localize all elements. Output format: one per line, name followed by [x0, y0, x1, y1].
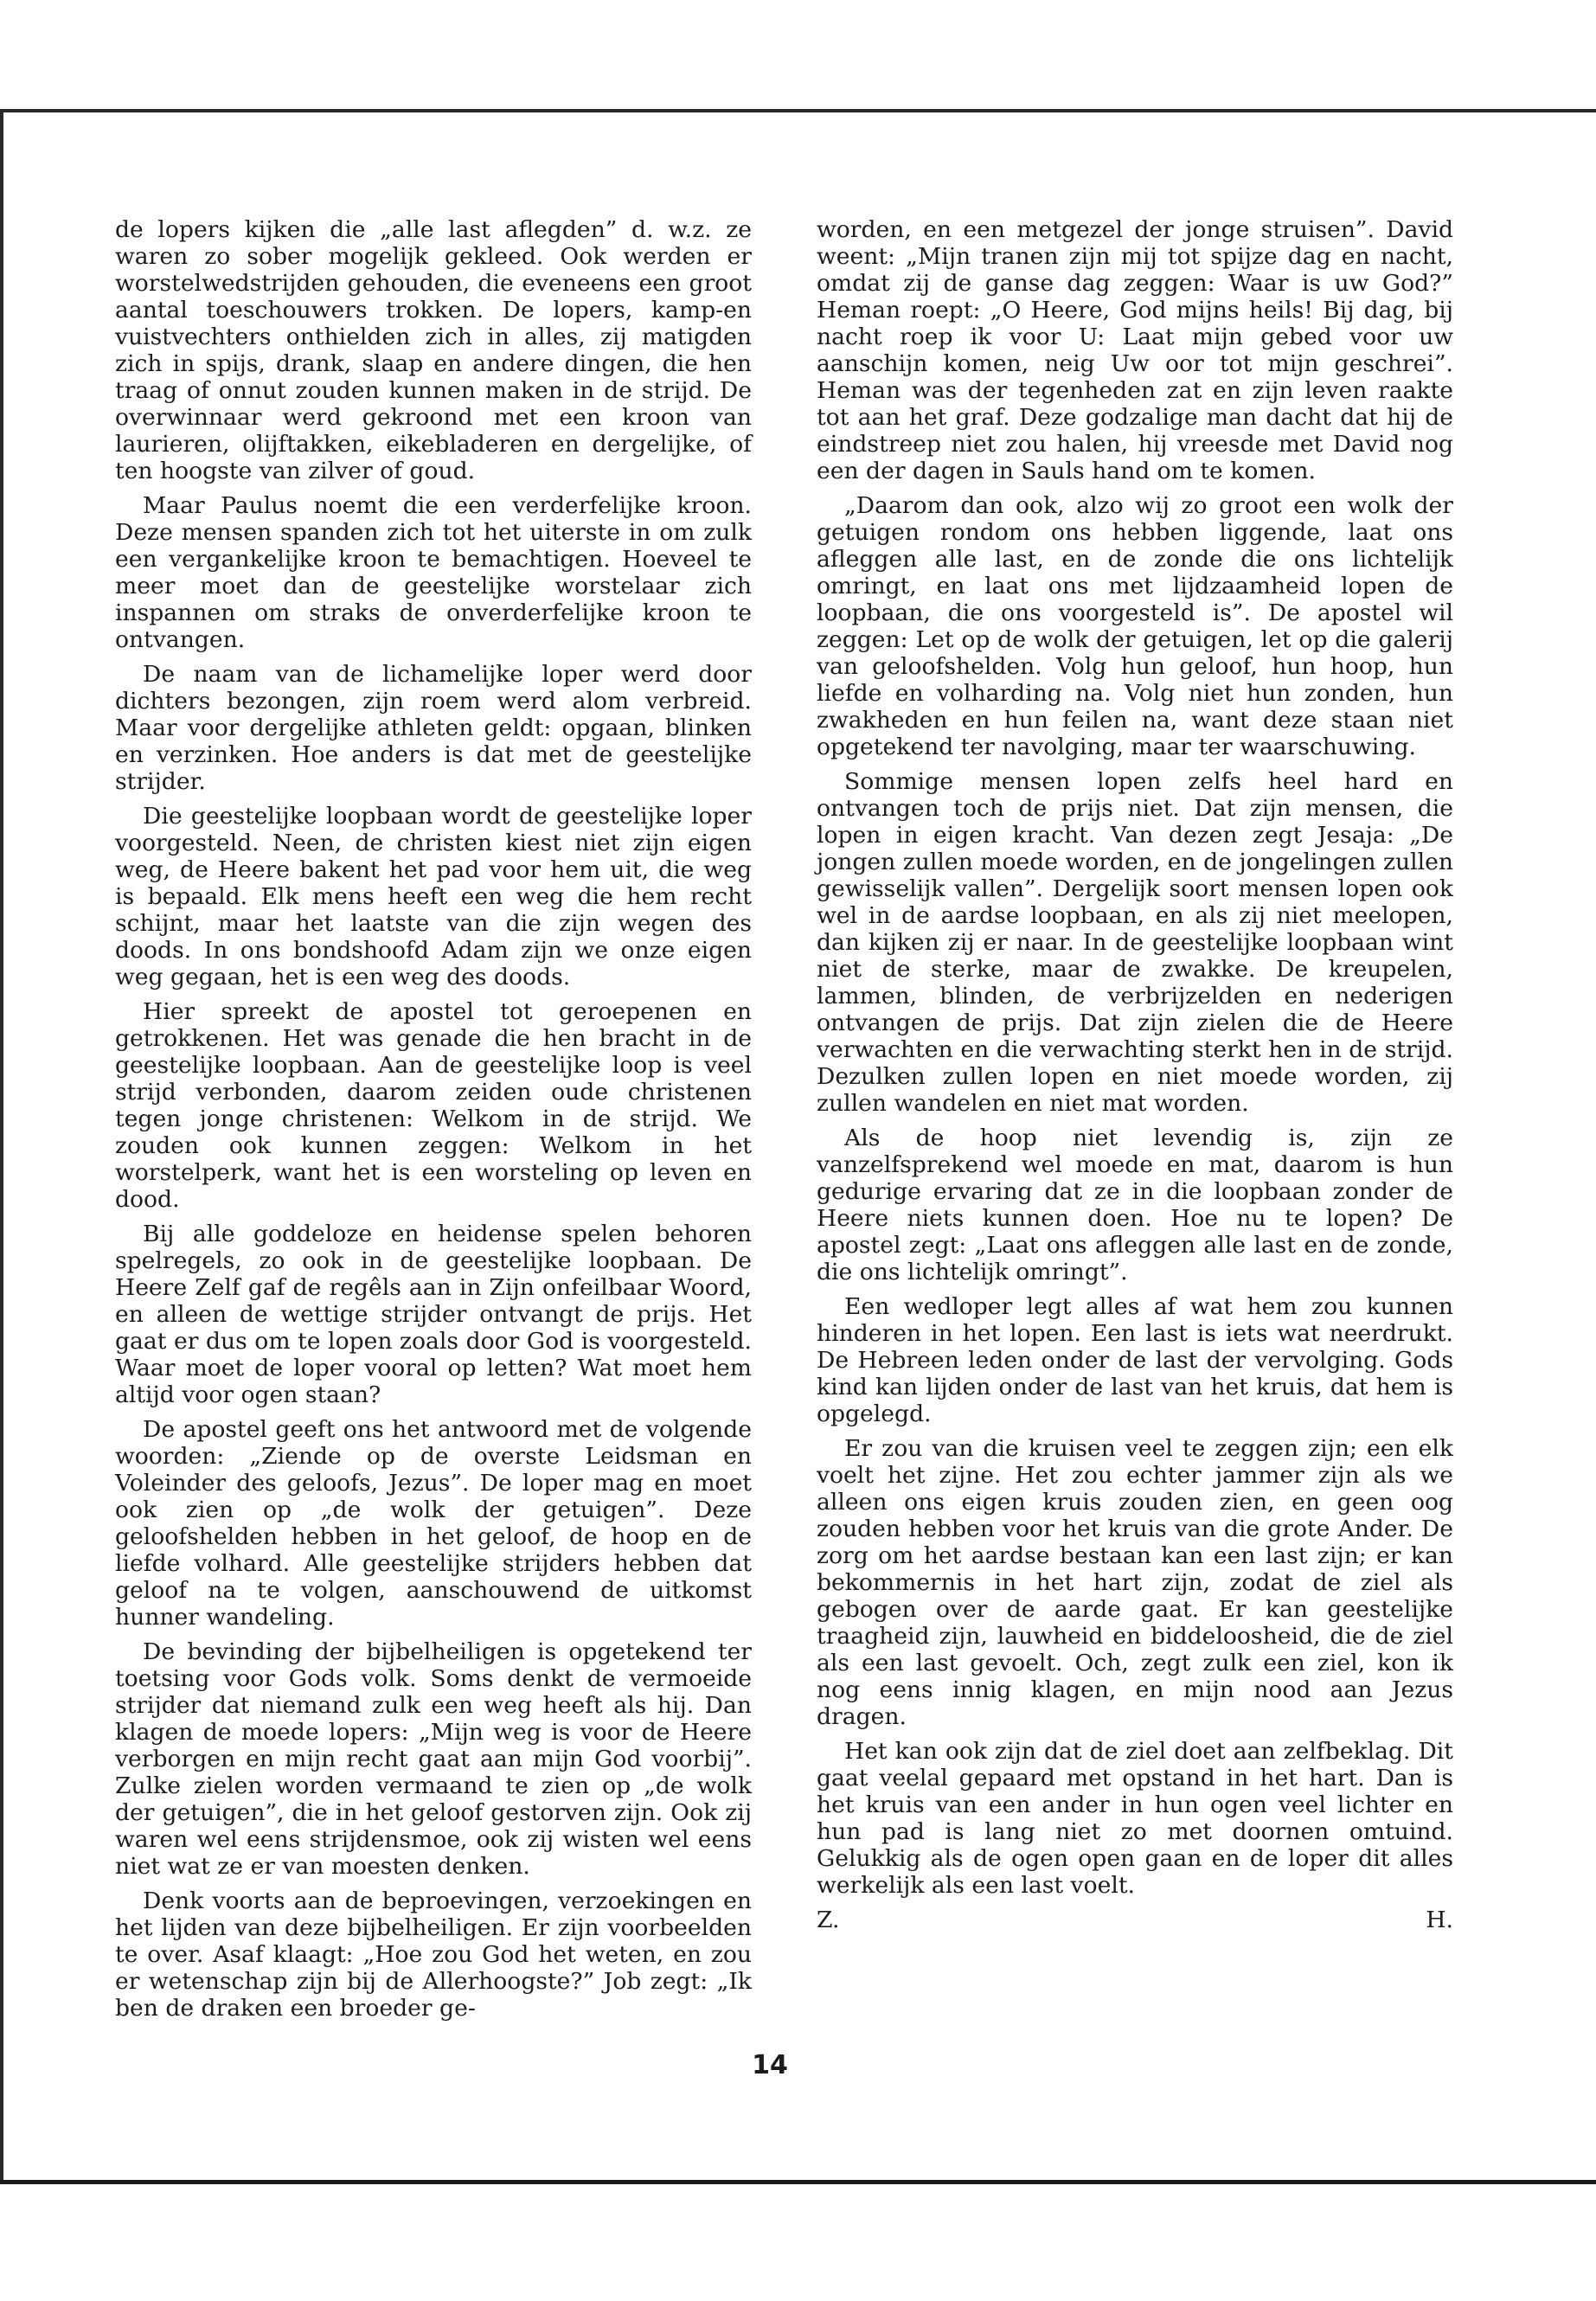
- bottom-border-line: [0, 2180, 1596, 2184]
- signature-initial-left: Z.: [817, 1907, 840, 1933]
- paragraph: Bij alle goddeloze en heidense spelen behoren spelregels, zo ook in de geestelijke loopbaan. De Heere Zelf gaf de regêls aan in Zijn onfeilbaar Woord, en alleen de wettige strijder ontvangt de prijs. Het gaat er dus om te lopen zoals door God is voorgesteld. Waar moet de loper vooral op letten? Wat moet hem altijd voor ogen staan?: [115, 1221, 752, 1408]
- paragraph: Hier spreekt de apostel tot geroepenen en getrokkenen. Het was genade die hen bracht in de geestelijke loopbaan. Aan de geestelijke loop is veel strijd verbonden, daarom zeiden oude christenen tegen jonge christenen: Welkom in de strijd. We zouden ook kunnen zeggen: Welkom in het worstelperk, want het is een worsteling op leven en dood.: [115, 998, 752, 1213]
- paragraph: De apostel geeft ons het antwoord met de volgende woorden: „Ziende op de overste Leidsman en Voleinder des geloofs, Jezus”. De loper mag en moet ook zien op „de wolk der getuigen”. Deze geloofshelden hebben in het geloof, de hoop en de liefde volhard. Alle geestelijke strijders hebben dat geloof na te volgen, aanschouwend de uitkomst hunner wandeling.: [115, 1416, 752, 1631]
- paragraph: Een wedloper legt alles af wat hem zou kunnen hinderen in het lopen. Een last is iets wat neerdrukt. De Hebreen leden onder de last der vervolging. Gods kind kan lijden onder de last van het kruis, dat hem is opgelegd.: [817, 1293, 1453, 1427]
- paragraph: „Daarom dan ook, alzo wij zo groot een wolk der getuigen rondom ons hebben liggende, laat ons afleggen alle last, en de zonde die ons lichtelijk omringt, en laat ons met lijdzaamheid lopen de loopbaan, die ons voorgesteld is”. De apostel wil zeggen: Let op de wolk der getuigen, let op die galerij van geloofshelden. Volg hun geloof, hun hoop, hun liefde en volharding na. Volg niet hun zonden, hun zwakheden en hun feilen na, want deze staan niet opgetekend ter navolging, maar ter waarschuwing.: [817, 492, 1453, 760]
- paragraph: worden, en een metgezel der jonge struisen”. David weent: „Mijn tranen zijn mij tot spijze dag en nacht, omdat zij de ganse dag zeggen: Waar is uw God?” Heman roept: „O Heere, God mijns heils! Bij dag, bij nacht roep ik voor U: Laat mijn gebed voor uw aanschijn komen, neig Uw oor tot mijn geschrei”. Heman was der tegenheden zat en zijn leven raakte tot aan het graf. Deze godzalige man dacht dat hij de eindstreep niet zou halen, hij vreesde met David nog een der dagen in Sauls hand om te komen.: [817, 216, 1453, 484]
- paragraph: De bevinding der bijbelheiligen is opgetekend ter toetsing voor Gods volk. Soms denkt de vermoeide strijder dat niemand zulk een weg heeft als hij. Dan klagen de moede lopers: „Mijn weg is voor de Heere verborgen en mijn recht gaat aan mijn God voorbij”. Zulke zielen worden vermaand te zien op „de wolk der getuigen”, die in het geloof gestorven zijn. Ook zij waren wel eens strijdensmoe, ook zij wisten wel eens niet wat ze er van moesten denken.: [115, 1638, 752, 1880]
- page-number: 14: [752, 2050, 788, 2080]
- left-border-line: [0, 109, 3, 2182]
- paragraph: Denk voorts aan de beproevingen, verzoekingen en het lijden van deze bijbelheiligen. Er zijn voorbeelden te over. Asaf klaagt: „Hoe zou God het weten, en zou er wetenschap zijn bij de Allerhoogste?” Job zegt: „Ik ben de draken een broeder ge-: [115, 1888, 752, 2022]
- signature-initial-right: H.: [1426, 1907, 1453, 1933]
- left-column: [115, 216, 752, 2029]
- signature: [817, 1907, 1453, 1933]
- right-column: [817, 216, 1453, 1933]
- paragraph: Sommige mensen lopen zelfs heel hard en ontvangen toch de prijs niet. Dat zijn mensen, die lopen in eigen kracht. Van dezen zegt Jesaja: „De jongen zullen moede worden, en de jongelingen zullen gewisselijk vallen”. Dergelijk soort mensen lopen ook wel in de aardse loopbaan, en als zij niet meelopen, dan kijken zij er naar. In de geestelijke loopbaan wint niet de sterke, maar de zwakke. De kreupelen, lammen, blinden, de verbrijzelden en nederigen ontvangen de prijs. Dat zijn zielen die de Heere verwachten en die verwachting sterkt hen in de strijd. Dezulken zullen lopen en niet moede worden, zij zullen wandelen en niet mat worden.: [817, 768, 1453, 1117]
- paragraph: Maar Paulus noemt die een verderfelijke kroon. Deze mensen spanden zich tot het uiterste in om zulk een vergankelijke kroon te bemachtigen. Hoeveel te meer moet dan de geestelijke worstelaar zich inspannen om straks de onverderfelijke kroon te ontvangen.: [115, 492, 752, 653]
- paragraph: Die geestelijke loopbaan wordt de geestelijke loper voorgesteld. Neen, de christen kiest niet zijn eigen weg, de Heere bakent het pad voor hem uit, die weg is bepaald. Elk mens heeft een weg die hem recht schijnt, maar het laatste van die zijn wegen des doods. In ons bondshoofd Adam zijn we onze eigen weg gegaan, het is een weg des doods.: [115, 803, 752, 990]
- paragraph: Er zou van die kruisen veel te zeggen zijn; een elk voelt het zijne. Het zou echter jammer zijn als we alleen ons eigen kruis zouden zien, en geen oog zouden hebben voor het kruis van die grote Ander. De zorg om het aardse bestaan kan een last zijn; er kan bekommernis in het hart zijn, zodat de ziel als gebogen over de aarde gaat. Er kan geestelijke traagheid zijn, lauwheid en biddeloosheid, die de ziel als een last gevoelt. Och, zegt zulk een ziel, kon ik nog eens innig klagen, en mijn nood aan Jezus dragen.: [817, 1435, 1453, 1730]
- paragraph: De naam van de lichamelijke loper werd door dichters bezongen, zijn roem werd alom verbreid. Maar voor dergelijke athleten geldt: opgaan, blinken en verzinken. Hoe anders is dat met de geestelijke strijder.: [115, 661, 752, 795]
- paragraph: de lopers kijken die „alle last aflegden” d. w.z. ze waren zo sober mogelijk gekleed. Ook werden er worstelwedstrijden gehouden, die eveneens een groot aantal toeschouwers trokken. De lopers, kamp-en vuistvechters onthielden zich in alles, zij matigden zich in spijs, drank, slaap en andere dingen, die hen traag of onnut zouden kunnen maken in de strijd. De overwinnaar werd gekroond met een kroon van laurieren, olijftakken, eikebladeren en dergelijke, of ten hoogste van zilver of goud.: [115, 216, 752, 484]
- top-border-line: [0, 109, 1596, 112]
- paragraph: Het kan ook zijn dat de ziel doet aan zelfbeklag. Dit gaat veelal gepaard met opstand in het hart. Dan is het kruis van een ander in hun ogen veel lichter en hun pad is lang niet zo met doornen omtuind. Gelukkig als de ogen open gaan en de loper dit alles werkelijk als een last voelt.: [817, 1738, 1453, 1899]
- paragraph: Als de hoop niet levendig is, zijn ze vanzelfsprekend wel moede en mat, daarom is hun gedurige ervaring dat ze in die loopbaan zonder de Heere niets kunnen doen. Hoe nu te lopen? De apostel zegt: „Laat ons afleggen alle last en de zonde, die ons lichtelijk omringt”.: [817, 1125, 1453, 1285]
